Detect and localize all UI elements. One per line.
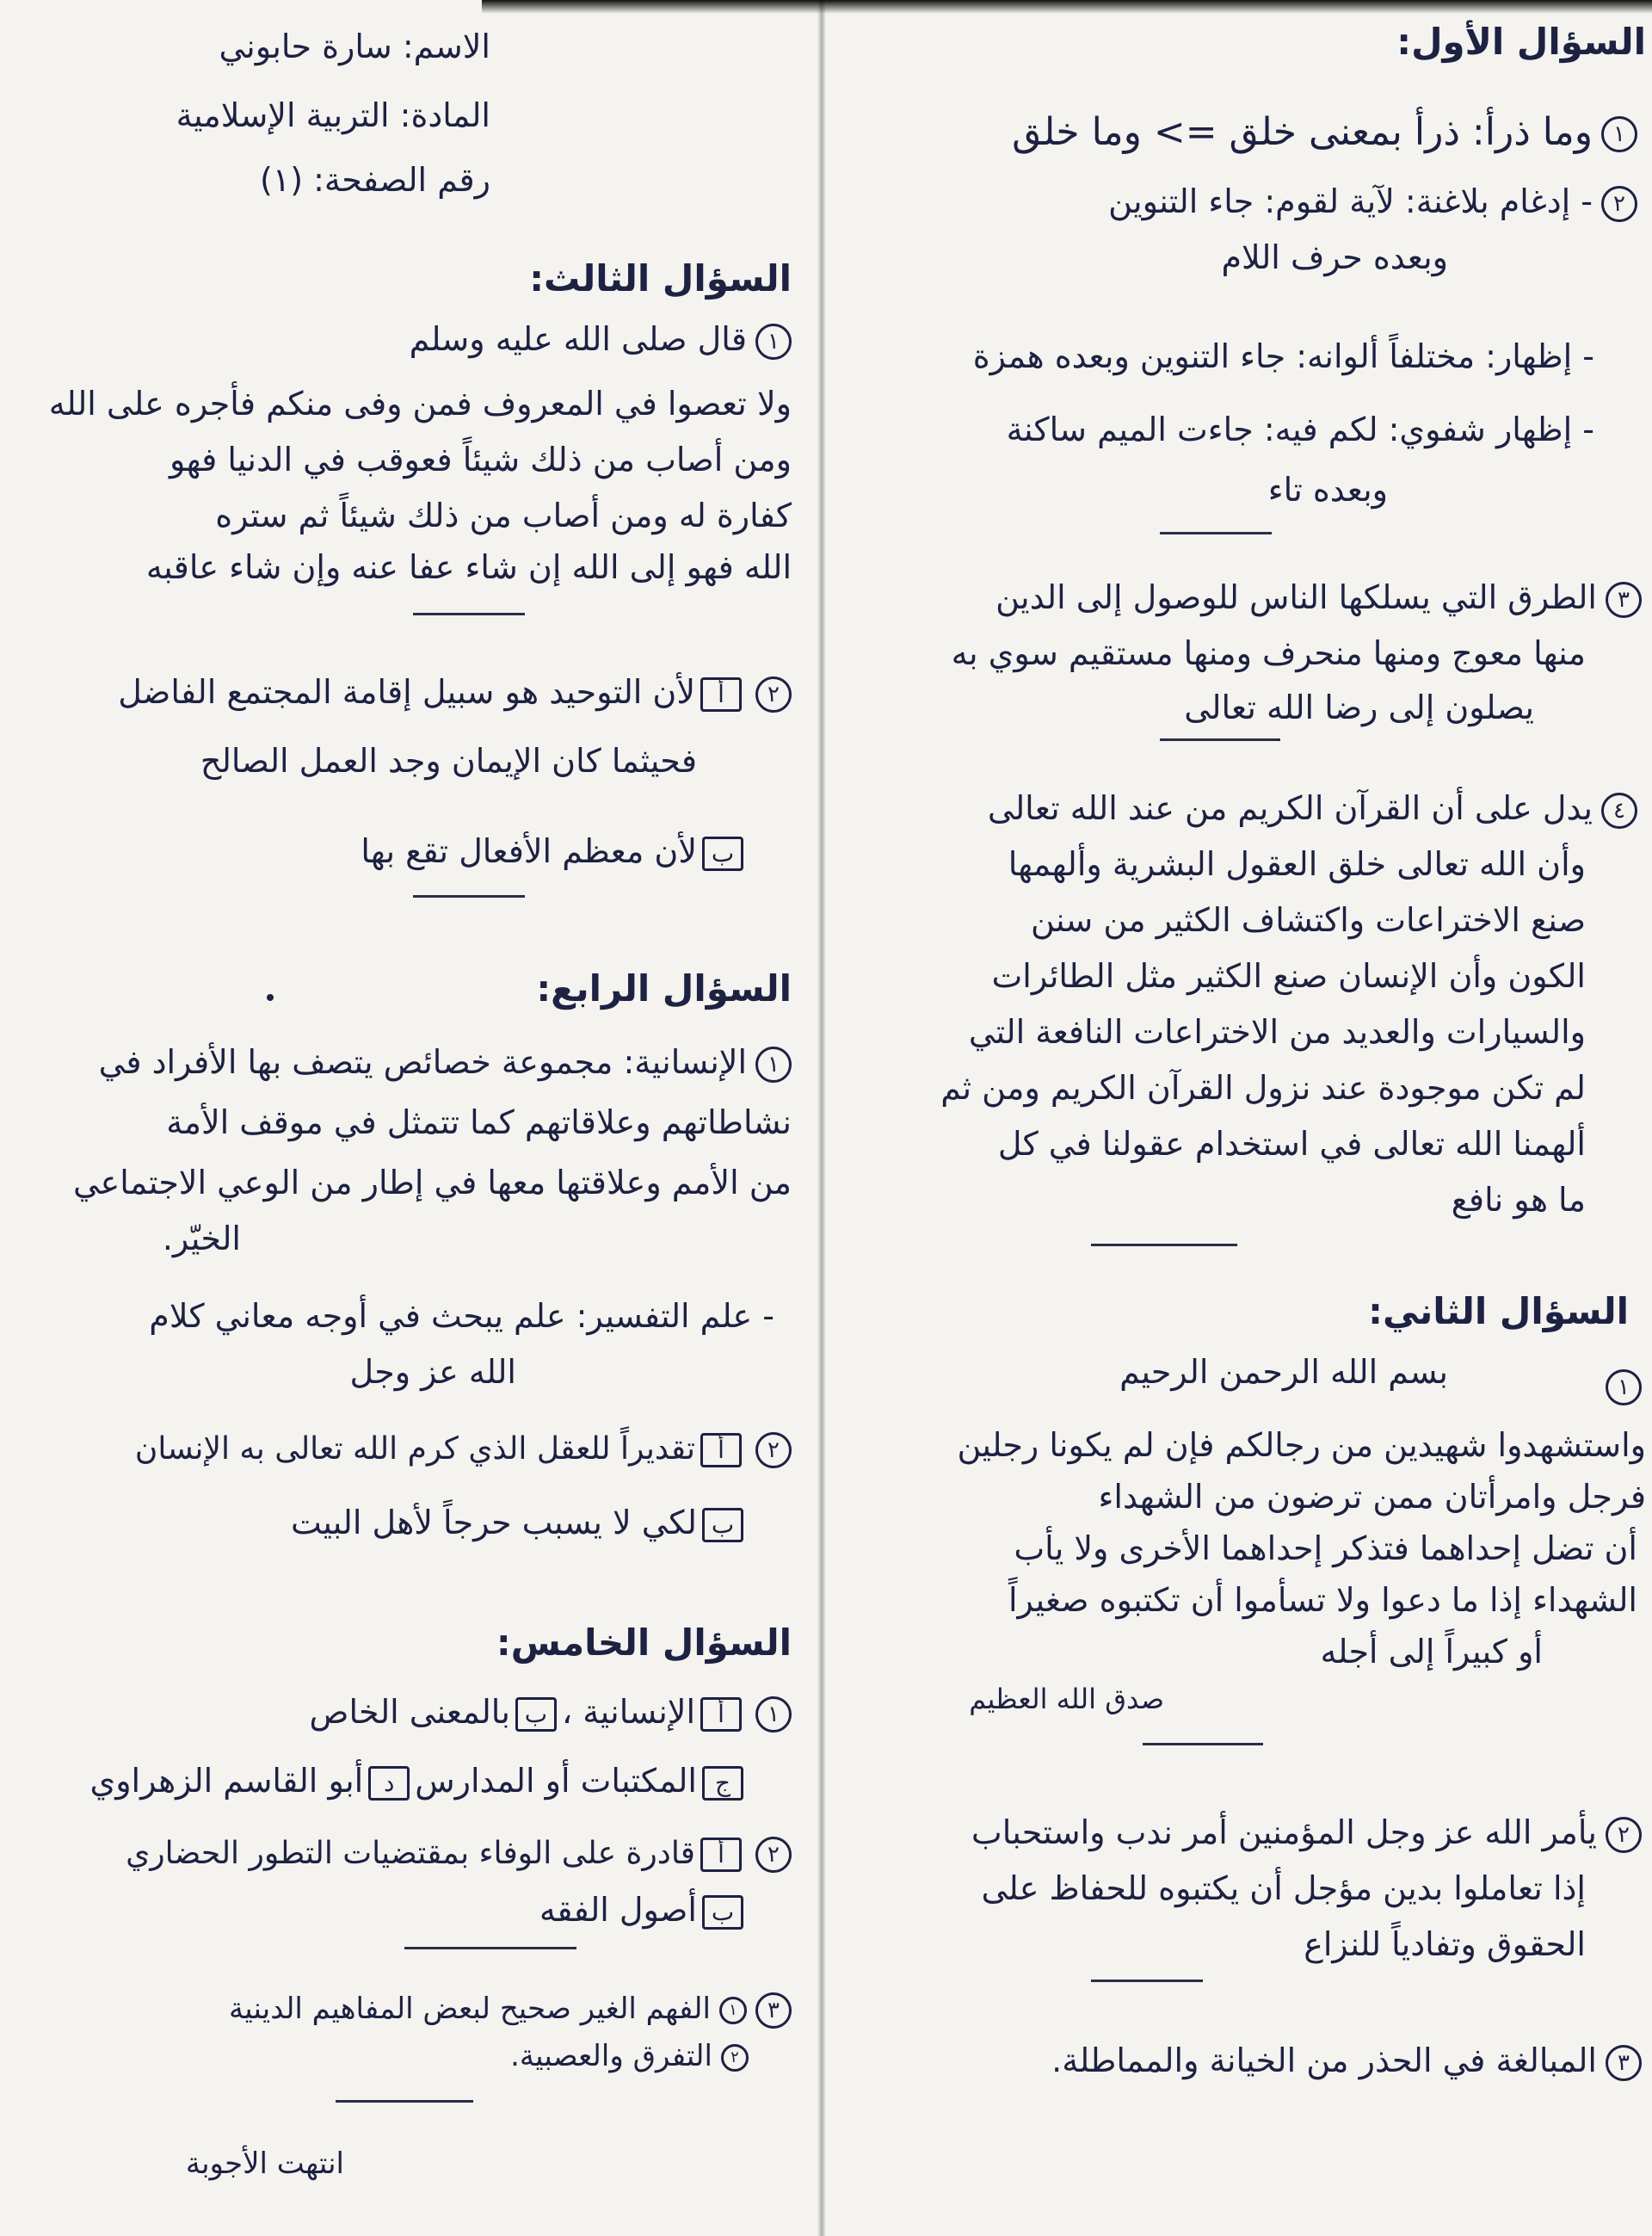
option-a-box: أ: [700, 1697, 742, 1732]
answer-text: لكي لا يسبب حرجاً لأهل البيت: [291, 1504, 697, 1541]
answer-text: التفرق والعصبية.: [510, 2039, 712, 2073]
q5-answer-1-row2: [9, 1756, 749, 1806]
number-circle: ٢: [1606, 1817, 1642, 1853]
q2-heading: السؤال الثاني:: [1368, 1290, 1629, 1332]
option-b-box: ب: [702, 1508, 743, 1542]
q2-answer-1-line3: أن تضل إحداهما فتذكر إحداهما الأخرى ولا يأب: [1014, 1529, 1637, 1567]
q1-answer-2-line2: وبعده حرف اللام: [1221, 238, 1448, 276]
option-b-box: ب: [702, 837, 743, 871]
q4-answer-1-line6: الله عز وجل: [349, 1353, 516, 1391]
option-a-box: أ: [700, 1433, 742, 1467]
answer-text: الإنسانية: مجموعة خصائص يتصف بها الأفراد في: [98, 1043, 747, 1081]
q1-answer-4-line6: لم تكن موجودة عند نزول القرآن الكريم ومن ثم: [940, 1069, 1586, 1107]
q2-answer-2-line3: الحقوق وتفادياً للنزاع: [1304, 1925, 1586, 1963]
answer-text: يدل على أن القرآن الكريم من عند الله تعالى: [987, 789, 1593, 827]
separator: [413, 895, 525, 898]
q5-answer-3-line2: [9, 2031, 749, 2081]
q3-answer-1-line5: الله فهو إلى الله إن شاء عفا عنه وإن شاء عاقبه: [145, 548, 792, 586]
number-circle: ٤: [1601, 793, 1637, 829]
q3-answer-2a-line2: فحيثما كان الإيمان وجد العمل الصالح: [200, 742, 697, 780]
option-d-box: د: [368, 1766, 410, 1801]
q2-answer-1-line2: فرجل وامرأتان ممن ترضون من الشهداء: [1098, 1478, 1646, 1516]
separator: [336, 2100, 473, 2103]
q1-answer-2-line4: - إظهار شفوي: لكم فيه: جاءت الميم ساكنة: [1006, 411, 1594, 448]
q1-answer-1: [833, 108, 1637, 158]
q4-answer-1-line2: نشاطاتهم وعلاقاتهم كما تتمثل في موقف الأمة: [166, 1103, 792, 1141]
q3-answer-1-line3: ومن أصاب من ذلك شيئاً فعوقب في الدنيا فهو: [169, 441, 792, 479]
q3-answer-1-line1: [9, 314, 792, 364]
answer-text: المبالغة في الحذر من الخيانة والمماطلة.: [1051, 2041, 1597, 2079]
q2-answer-3: [833, 2035, 1642, 2085]
number-circle: ١: [755, 1696, 792, 1733]
basmala: بسم الله الرحمن الرحيم: [1119, 1353, 1448, 1391]
q5-heading: السؤال الخامس:: [496, 1621, 792, 1664]
left-column: [9, 0, 809, 2236]
q5-answer-2b: [9, 1885, 749, 1935]
q1-answer-2-line5: وبعده تاء: [1267, 471, 1388, 509]
answer-text: تقديراً للعقل الذي كرم الله تعالى به الإنسان: [134, 1431, 695, 1467]
end-note: انتهت الأجوبة: [185, 2146, 344, 2181]
separator: [1160, 532, 1272, 534]
option-b-box: ب: [515, 1697, 557, 1732]
option-a-box: أ: [700, 677, 742, 712]
answer-text: الفهم الغير صحيح لبعض المفاهيم الدينية: [229, 1992, 711, 2026]
number-circle: ٣: [1606, 582, 1642, 618]
q1-answer-4-line5: والسيارات والعديد من الاختراعات النافعة التي: [968, 1013, 1586, 1051]
q3-answer-2a-line1: [9, 667, 792, 717]
page-fold: [817, 0, 826, 2236]
q4-answer-1-line1: [9, 1037, 792, 1087]
q3-answer-1-line2: ولا تعصوا في المعروف فمن وفى منكم فأجره على الله: [48, 385, 792, 423]
q1-answer-2-line3: - إظهار: مختلفاً ألوانه: جاء التنوين وبعده همزة: [972, 337, 1594, 375]
q5-answer-2a: [9, 1829, 792, 1879]
q1-answer-4-line1: [833, 783, 1637, 833]
answer-text: الإنسانية ،: [561, 1693, 695, 1731]
separator: [1091, 1244, 1237, 1246]
answer-text: وما ذرأ: ذرأ بمعنى خلق => وما خلق: [1012, 110, 1593, 154]
q4-heading: السؤال الرابع:: [536, 967, 792, 1010]
answer-text: قادرة على الوفاء بمقتضيات التطور الحضاري: [126, 1836, 695, 1871]
q5-answer-3-line1: [9, 1984, 792, 2034]
separator: [413, 613, 525, 615]
subject-name: المادة: التربية الإسلامية: [176, 96, 490, 134]
separator: [1143, 1743, 1263, 1745]
number-circle: ٢: [755, 676, 792, 713]
q1-answer-2-line1: [833, 176, 1637, 226]
answer-text: المكتبات أو المدارس: [415, 1762, 697, 1800]
number-circle: ٣: [1606, 2045, 1642, 2081]
answer-text: - إدغام بلاغنة: لآية لقوم: جاء التنوين: [1108, 182, 1593, 220]
separator: [404, 1947, 576, 1949]
q3-heading: السؤال الثالث:: [529, 257, 792, 300]
answer-text: لأن معظم الأفعال تقع بها: [361, 832, 697, 870]
number-circle: ٢: [755, 1432, 792, 1468]
q4-answer-2a: [9, 1424, 792, 1474]
student-name: الاسم: سارة حابوني: [219, 28, 490, 65]
page-number: رقم الصفحة: (١): [259, 161, 490, 199]
q1-answer-3-line3: يصلون إلى رضا الله تعالى: [1184, 689, 1534, 726]
q1-answer-3-line2: منها معوج ومنها منحرف ومنها مستقيم سوي به: [951, 634, 1586, 672]
answer-text: أبو القاسم الزهراوي: [89, 1762, 364, 1800]
q2-answer-2-line2: إذا تعاملوا بدين مؤجل أن يكتبوه للحفاظ على: [981, 1869, 1586, 1907]
q2-answer-1-num: [833, 1360, 1642, 1410]
q3-answer-2b: [9, 826, 749, 876]
option-c-box: ج: [702, 1766, 743, 1801]
answer-text: بالمعنى الخاص: [309, 1693, 510, 1731]
separator: [1091, 1980, 1203, 1982]
q4-answer-1-line4: الخيّر.: [162, 1220, 241, 1257]
answer-text: الطرق التي يسلكها الناس للوصول إلى الدين: [996, 578, 1597, 616]
q2-answer-1-line5: أو كبيراً إلى أجله: [1320, 1633, 1543, 1671]
answer-text: يأمر الله عز وجل المؤمنين أمر ندب واستحباب: [971, 1813, 1597, 1851]
q1-answer-4-line4: الكون وأن الإنسان صنع الكثير مثل الطائرات: [991, 957, 1586, 995]
number-circle: ٣: [755, 1992, 792, 2029]
q1-answer-3-line1: [833, 572, 1642, 622]
q2-answer-1-line4: الشهداء إذا ما دعوا ولا تسأموا أن تكتبوه صغيراً: [1008, 1581, 1637, 1619]
answer-text: لأن التوحيد هو سبيل إقامة المجتمع الفاضل: [118, 673, 695, 711]
number-circle: ١: [755, 1047, 792, 1083]
q4-answer-2b: [9, 1498, 749, 1547]
option-a-box: أ: [700, 1838, 742, 1872]
q1-answer-4-line3: صنع الاختراعات واكتشاف الكثير من سنن: [1031, 901, 1586, 939]
number-circle: ١: [1601, 116, 1637, 152]
q1-answer-4-line7: ألهمنا الله تعالى في استخدام عقولنا في كل: [997, 1125, 1586, 1163]
number-circle: ٢: [1601, 186, 1637, 222]
q1-answer-4-line8: ما هو نافع: [1451, 1181, 1586, 1219]
closing-phrase: صدق الله العظيم: [969, 1683, 1164, 1715]
q4-answer-1-line5: - علم التفسير: علم يبحث في أوجه معاني كلام: [149, 1297, 774, 1335]
sub-number-circle: ١: [719, 1997, 747, 2024]
answer-text: أصول الفقه: [539, 1891, 697, 1929]
q2-answer-2-line1: [833, 1807, 1642, 1857]
right-column: [833, 0, 1646, 2236]
q1-answer-4-line2: وأن الله تعالى خلق العقول البشرية وألهمها: [1008, 845, 1586, 883]
number-circle: ١: [755, 324, 792, 360]
option-b-box: ب: [702, 1895, 743, 1930]
answer-text: قال صلى الله عليه وسلم: [409, 320, 747, 358]
separator: [1160, 738, 1280, 741]
q3-answer-1-line4: كفارة له ومن أصاب من ذلك شيئاً ثم ستره: [215, 497, 792, 534]
number-circle: ٢: [755, 1837, 792, 1873]
q4-answer-1-line3: من الأمم وعلاقتها معها في إطار من الوعي الاجتماعي: [72, 1164, 792, 1201]
sub-number-circle: ٢: [721, 2044, 749, 2072]
number-circle: ١: [1606, 1369, 1642, 1405]
q5-answer-1-row1: [9, 1687, 792, 1737]
q1-heading: السؤال الأول:: [1396, 21, 1646, 63]
q2-answer-1-line1: واستشهدوا شهيدين من رجالكم فإن لم يكونا رجلين: [957, 1426, 1646, 1464]
